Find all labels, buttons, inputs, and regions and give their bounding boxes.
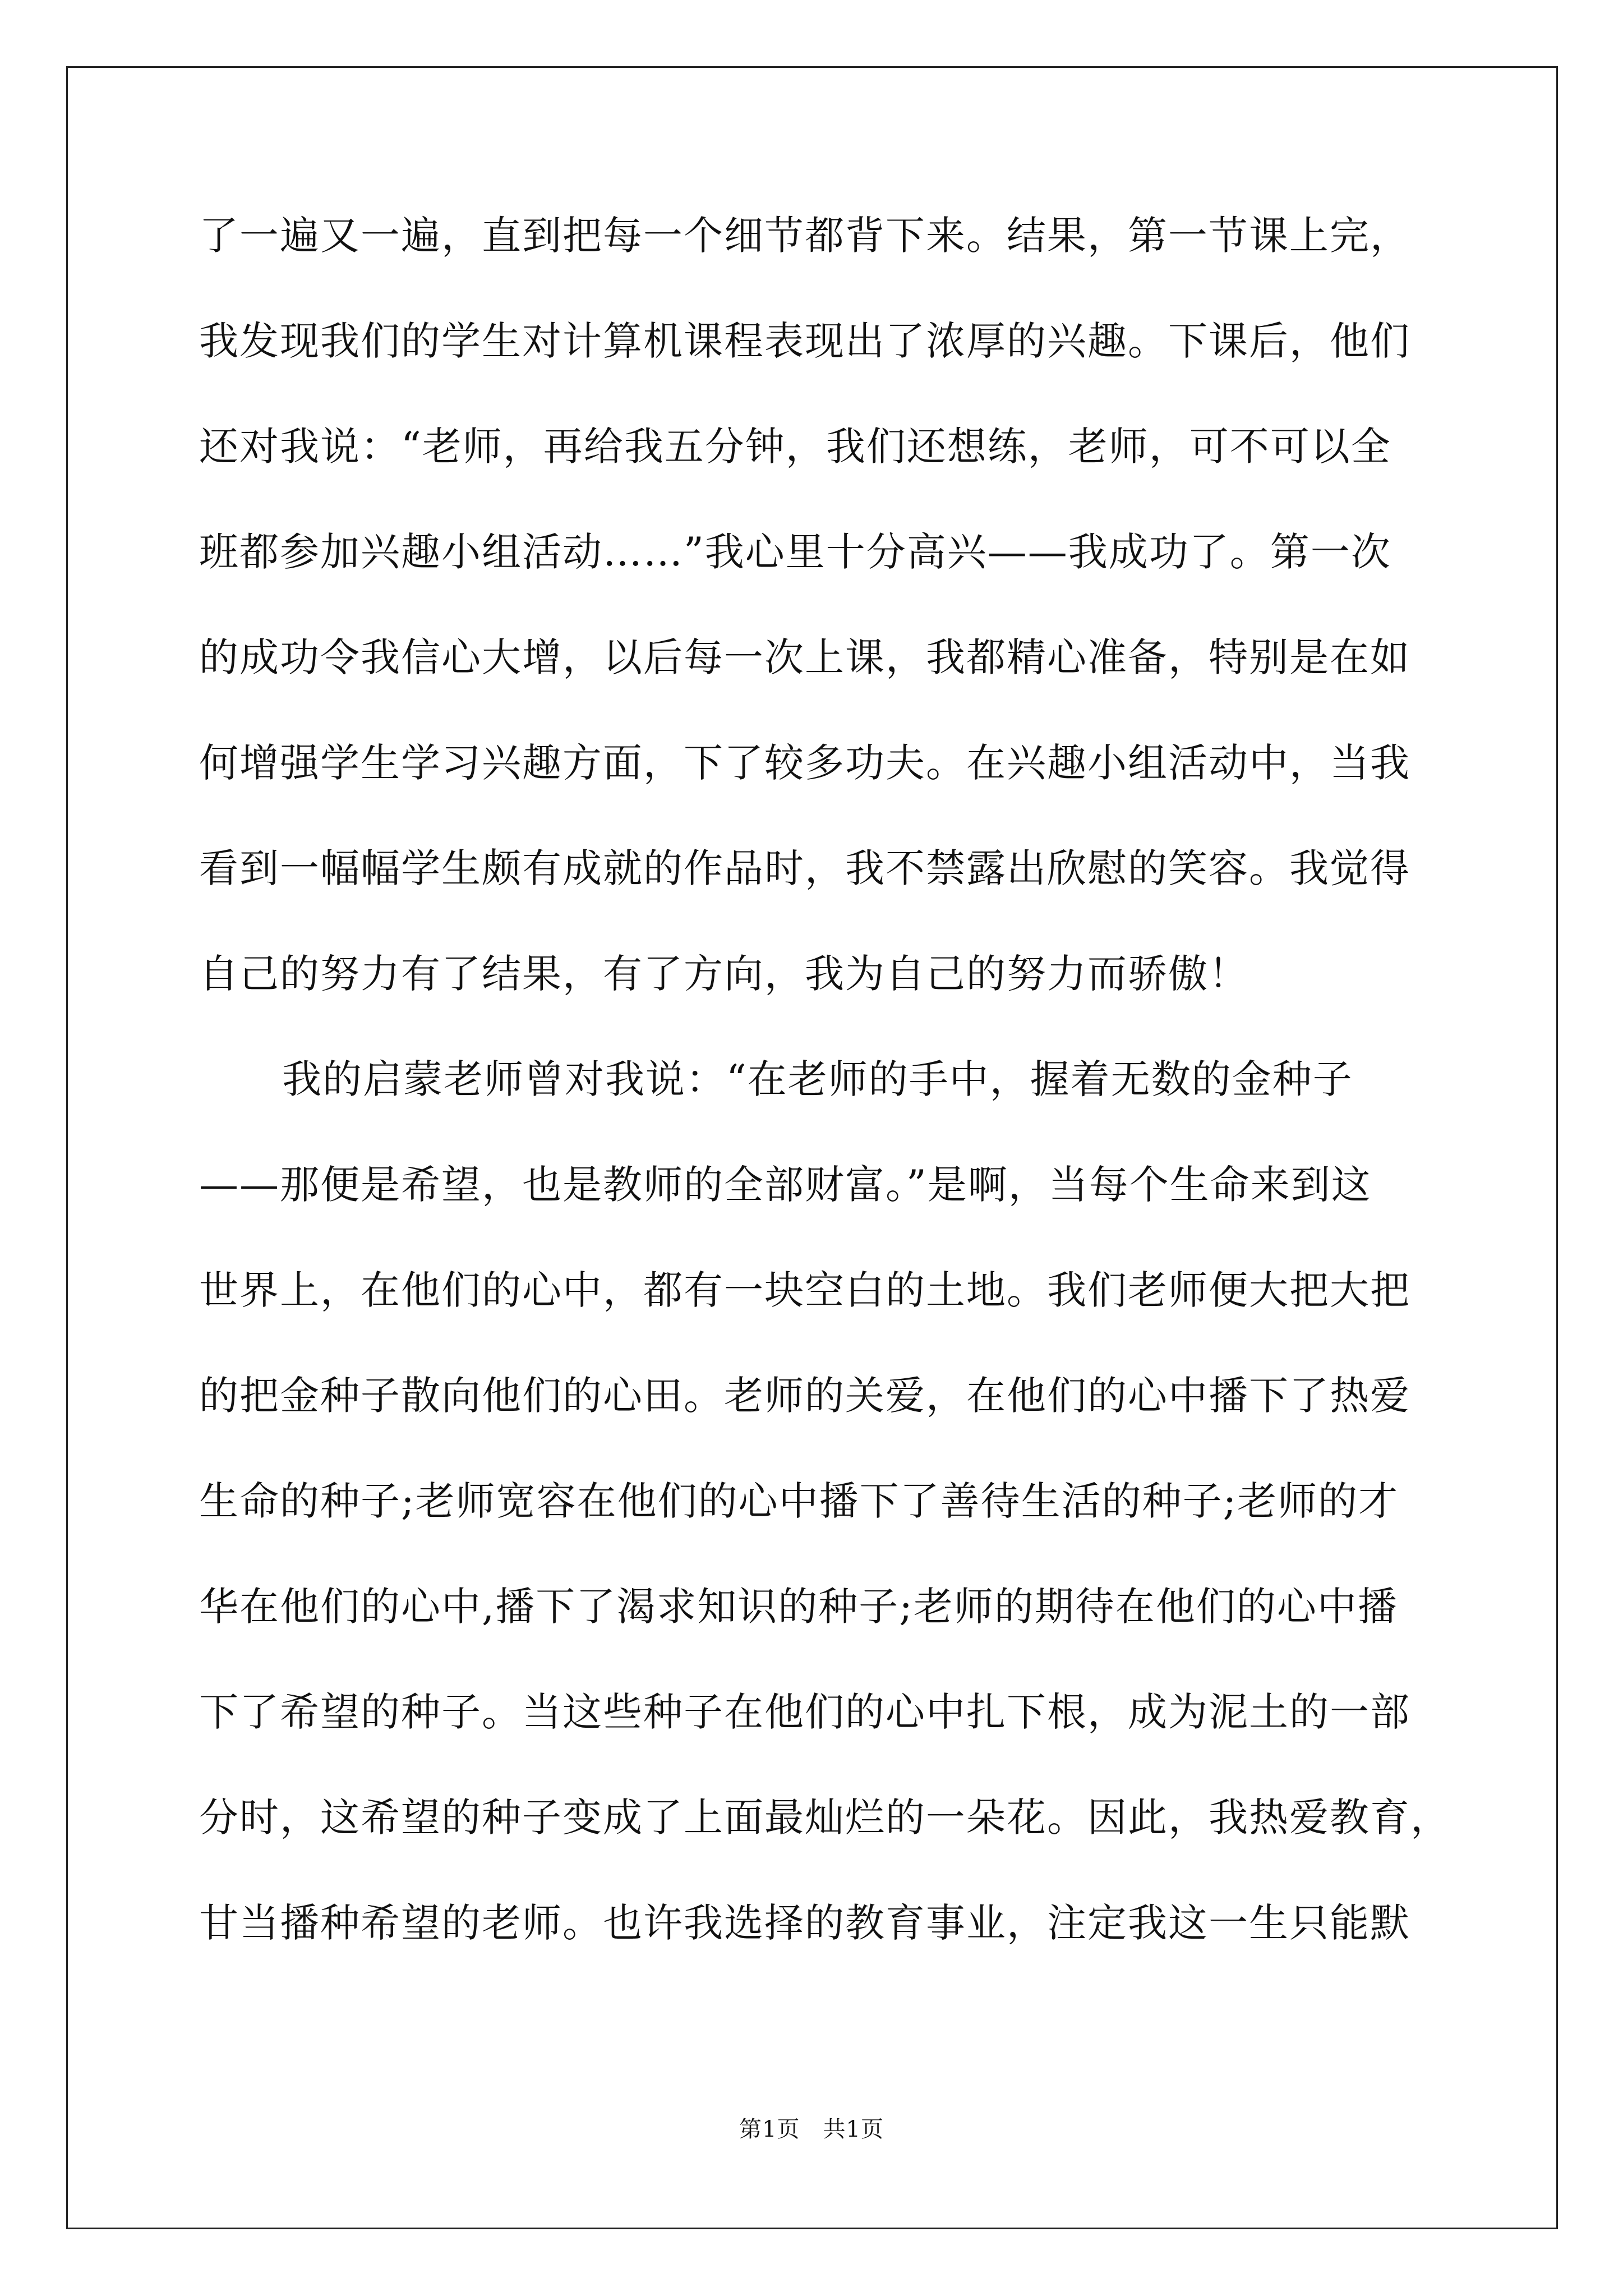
body-line-15: 下了希望的种子。当这些种子在他们的心中扎下根，成为泥土的一部	[199, 1689, 1410, 1735]
body-line-4: 班都参加兴趣小组活动……”我心里十分高兴——我成功了。第一次	[199, 529, 1391, 575]
body-line-5: 的成功令我信心大增，以后每一次上课，我都精心准备，特别是在如	[199, 634, 1410, 680]
body-line-1: 了一遍又一遍，直到把每一个细节都背下来。结果，第一节课上完，	[199, 213, 1410, 259]
body-line-11: 世界上，在他们的心中，都有一块空白的土地。我们老师便大把大把	[199, 1267, 1410, 1313]
body-line-3: 还对我说：“老师，再给我五分钟，我们还想练，老师，可不可以全	[199, 424, 1391, 470]
body-line-2: 我发现我们的学生对计算机课程表现出了浓厚的兴趣。下课后，他们	[199, 318, 1410, 364]
body-line-8: 自己的努力有了结果，有了方向，我为自己的努力而骄傲！	[199, 951, 1249, 997]
body-line-10: ——那便是希望，也是教师的全部财富。”是啊，当每个生命来到这	[199, 1162, 1372, 1208]
body-line-12: 的把金种子散向他们的心田。老师的关爱，在他们的心中播下了热爱	[199, 1373, 1410, 1419]
body-line-14: 华在他们的心中,播下了渴求知识的种子;老师的期待在他们的心中播	[199, 1584, 1398, 1630]
body-line-13: 生命的种子;老师宽容在他们的心中播下了善待生活的种子;老师的才	[199, 1478, 1399, 1524]
body-line-6: 何增强学生学习兴趣方面，下了较多功夫。在兴趣小组活动中，当我	[199, 740, 1410, 786]
body-line-17: 甘当播种希望的老师。也许我选择的教育事业，注定我这一生只能默	[199, 1900, 1410, 1946]
body-line-16: 分时，这希望的种子变成了上面最灿烂的一朵花。因此，我热爱教育，	[199, 1795, 1451, 1841]
body-line-7: 看到一幅幅学生颇有成就的作品时，我不禁露出欣慰的笑容。我觉得	[199, 845, 1410, 891]
paragraph-start-line: 我的启蒙老师曾对我说：“在老师的手中，握着无数的金种子	[282, 1056, 1353, 1102]
page-number-footer: 第1页 共1页	[739, 2116, 884, 2142]
